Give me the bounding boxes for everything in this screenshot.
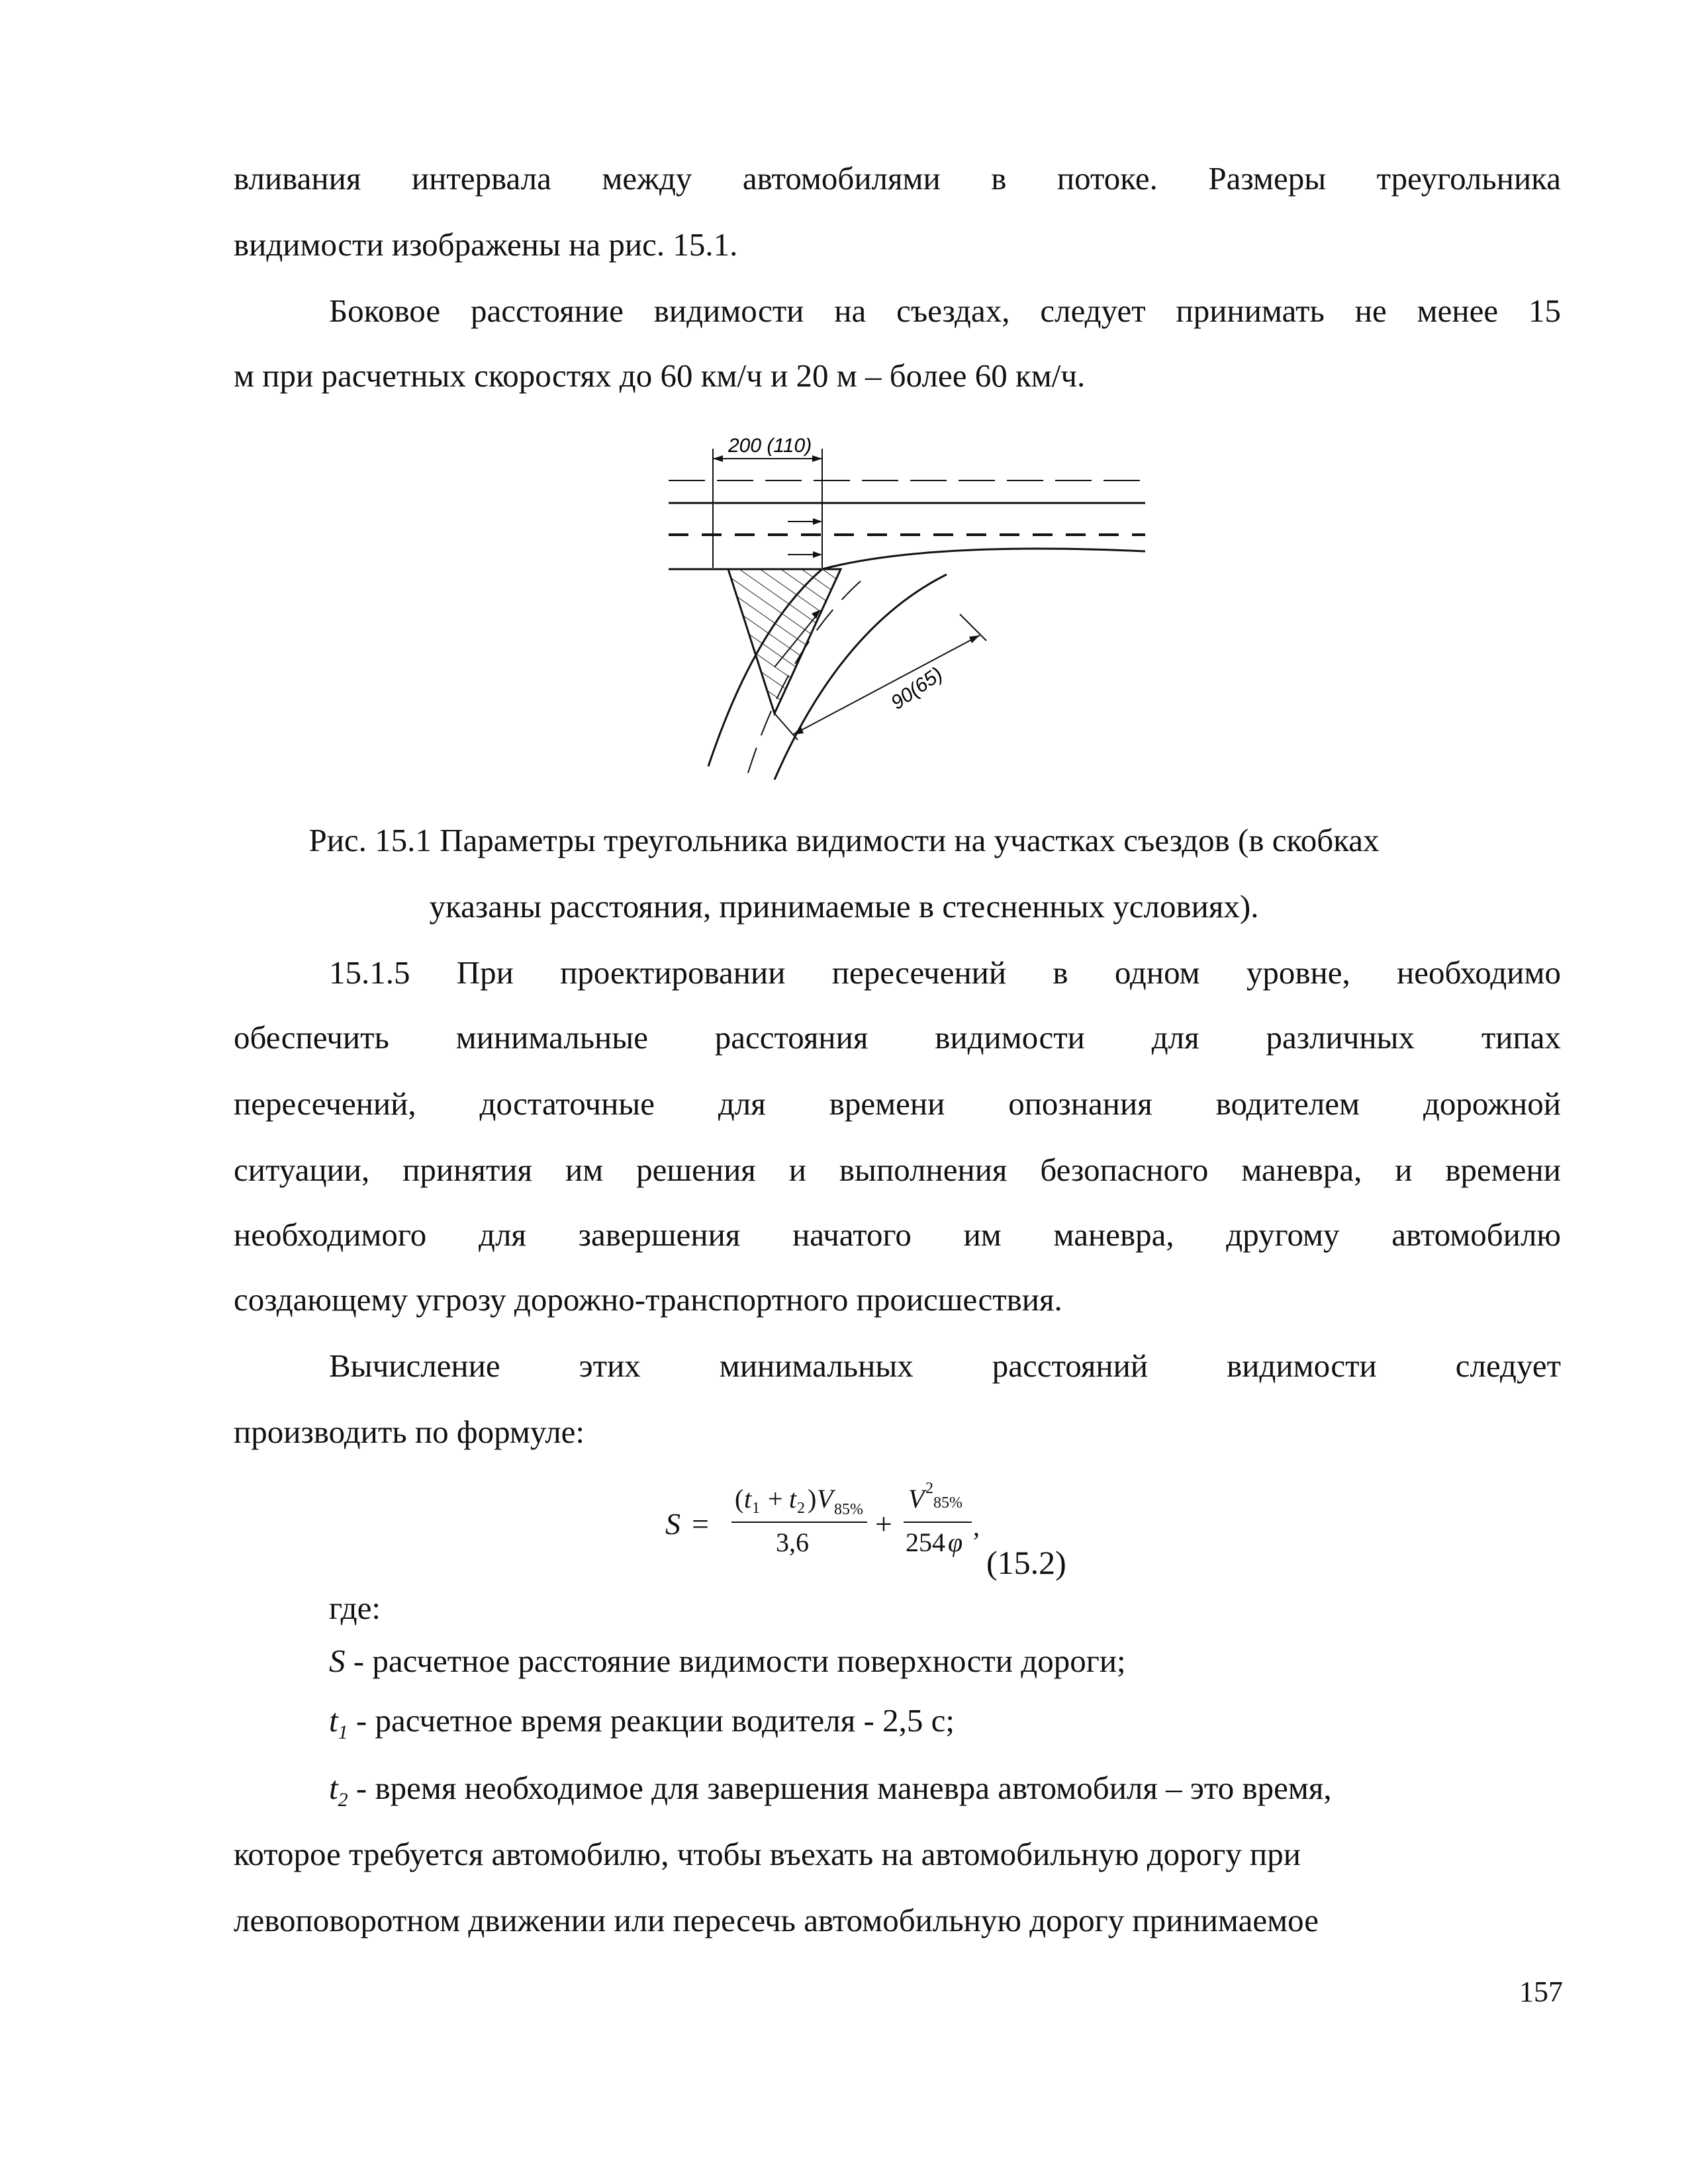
formula-number: (15.2) [986, 1544, 1066, 1581]
paragraph-line: создающему угрозу дорожно-транспортного происшествия. [234, 1281, 1062, 1318]
formula-graphic [662, 1475, 1139, 1587]
formula-eq: = [692, 1507, 709, 1541]
formula-plus2: + [875, 1507, 892, 1541]
paragraph-line: пересечений, достаточные для времени опознания водителем дорожной [234, 1085, 1561, 1122]
formula-s: S [665, 1507, 680, 1541]
formula-t2: t [789, 1484, 797, 1514]
formula-comma: , [973, 1512, 980, 1541]
page-number: 157 [1519, 1976, 1563, 2008]
formula-v2-sup: 2 [925, 1480, 933, 1497]
paragraph-line: левоповоротном движении или пересечь автомобильную дорогу принимаемое [234, 1902, 1319, 1938]
symbol-s: S [329, 1643, 346, 1679]
symbol-t2: t [329, 1770, 338, 1806]
definition-t1 [329, 1701, 955, 1752]
definition-t1-text: - расчетное время реакции водителя - 2,5 с; [348, 1702, 955, 1739]
formula-t1: t [744, 1484, 752, 1514]
formula-t2-sub: 2 [797, 1500, 805, 1517]
paragraph-line: которое требуется автомобилю, чтобы въехать на автомобильную дорогу при [234, 1836, 1301, 1872]
definition-s-text: - расчетное расстояние видимости поверхности дороги; [345, 1643, 1126, 1679]
formula-v2: V [908, 1484, 925, 1514]
formula-15-2 [662, 1475, 1139, 1587]
formula-open: ( [735, 1484, 744, 1514]
top-dimension-label: 200 (110) [728, 435, 812, 457]
symbol-t1: t [329, 1702, 338, 1739]
formula-t1-sub: 1 [752, 1500, 760, 1517]
paragraph-line: необходимого для завершения начатого им маневра, другому автомобилю [234, 1216, 1561, 1253]
figure-caption: указаны расстояния, принимаемые в стесненных условиях). [429, 888, 1259, 925]
symbol-t2-sub: 2 [338, 1788, 348, 1811]
side-dimension-label: 90(65) [887, 662, 947, 714]
formula-close: ) [808, 1484, 817, 1514]
visibility-triangle-diagram [642, 429, 1172, 799]
definition-s [329, 1641, 1126, 1681]
formula-den2-num: 254 [906, 1527, 945, 1557]
formula-plus1: + [768, 1484, 783, 1514]
paragraph-line: вливания интервала между автомобилями в потоке. Размеры треугольника [234, 160, 1561, 197]
paragraph-line: Вычисление этих минимальных расстояний видимости следует [329, 1347, 1561, 1384]
paragraph-line: ситуации, принятия им решения и выполнения безопасного маневра, и времени [234, 1152, 1561, 1188]
formula-v2-sub: 85% [933, 1494, 962, 1512]
formula-v: V [817, 1484, 833, 1514]
formula-den2-phi: φ [948, 1527, 963, 1557]
definition-t2-text: - время необходимое для завершения маневра автомобиля – это время, [348, 1770, 1332, 1806]
paragraph-line: производить по формуле: [234, 1414, 585, 1450]
figure-15-1 [642, 429, 1172, 803]
symbol-t1-sub: 1 [338, 1721, 348, 1743]
paragraph-line: м при расчетных скоростях до 60 км/ч и 20 м – более 60 км/ч. [234, 357, 1086, 394]
paragraph-line: видимости изображены на рис. 15.1. [234, 226, 738, 263]
paragraph-line: обеспечить минимальные расстояния видимости для различных типах [234, 1019, 1561, 1056]
formula-v-sub: 85% [834, 1501, 863, 1518]
figure-caption: Рис. 15.1 Параметры треугольника видимости на участках съездов (в скобках [308, 822, 1380, 858]
where-label: где: [329, 1590, 381, 1626]
paragraph-line: Боковое расстояние видимости на съездах, следует принимать не менее 15 [329, 293, 1561, 329]
formula-den1: 3,6 [776, 1527, 809, 1557]
definition-t2 [329, 1768, 1332, 1820]
paragraph-line: 15.1.5 При проектировании пересечений в одном уровне, необходимо [329, 954, 1561, 991]
